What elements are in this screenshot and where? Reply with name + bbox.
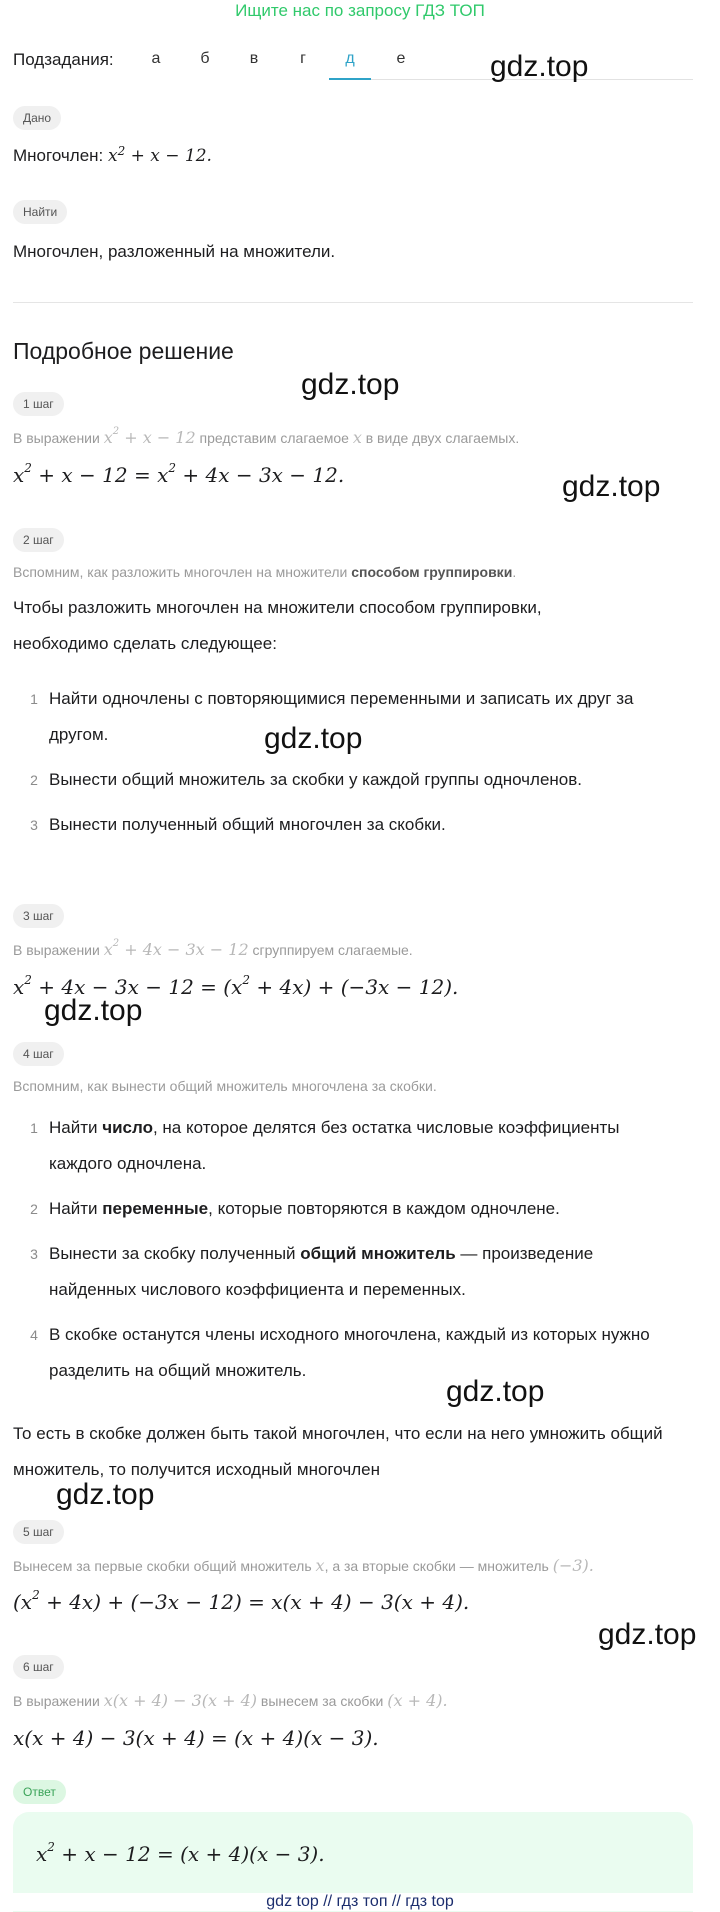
footer-links[interactable]: gdz top // гдз топ // гдз top: [0, 1893, 720, 1911]
step-4-list-number-2: 2: [30, 1201, 38, 1217]
watermark: gdz.top: [598, 1618, 697, 1651]
step-4-list-item-3: Вынести за скобку полученный общий множитель — произведение найденных числового коэффициента и переменных.: [49, 1244, 594, 1299]
subtasks-label: Подзадания:: [13, 50, 114, 69]
step-5-equation: $(x^2 + 4x) + (-3x - 12) = x(x + 4) - 3(x + 4)$.: [13, 1588, 470, 1614]
watermark: gdz.top: [490, 50, 589, 83]
given-text: Многочлен: $x^2 + x - 12$.: [13, 144, 212, 166]
watermark: gdz.top: [56, 1478, 155, 1511]
watermark: gdz.top: [44, 994, 143, 1027]
step-1-hint: В выражении $x^2 + x - 12$ представим слагаемое x в виде двух слагаемых.: [13, 426, 520, 447]
section-divider: [13, 302, 693, 303]
step-4-list-item-4: В скобке останутся члены исходного многочлена, каждый из которых нужно разделить на общий множитель.: [49, 1325, 650, 1380]
step-4-paragraph: То есть в скобке должен быть такой многочлен, что если на него умножить общий множитель, то получится исходный многочлен: [13, 1424, 663, 1479]
watermark: gdz.top: [562, 470, 661, 503]
watermark: gdz.top: [264, 722, 363, 755]
watermark: gdz.top: [446, 1375, 545, 1408]
find-pill: Найти: [13, 200, 67, 224]
step-3-pill: 3 шаг: [13, 904, 64, 928]
step-4-list-item-2: Найти переменные, которые повторяются в каждом одночлене.: [49, 1199, 560, 1218]
step-1-equation: $x^2 + x - 12 = x^2 + 4x - 3x - 12$.: [13, 461, 345, 487]
step-2-paragraph: Чтобы разложить многочлен на множители способом группировки, необходимо сделать следующее:: [13, 598, 542, 653]
step-2-list-number-3: 3: [30, 817, 38, 833]
tab-a[interactable]: а: [151, 50, 161, 67]
step-1-pill: 1 шаг: [13, 392, 64, 416]
step-2-list-item-1: Найти одночлены с повторяющимися переменными и записать их друг за другом.: [49, 689, 634, 744]
step-3-hint: В выражении $x^2 + 4x - 3x - 12$ сгруппируем слагаемые.: [13, 938, 413, 959]
step-4-list-number-1: 1: [30, 1120, 38, 1136]
step-4-list-number-3: 3: [30, 1246, 38, 1262]
tab-v[interactable]: в: [249, 50, 259, 67]
step-4-hint: Вспомним, как вынести общий множитель многочлена за скобки.: [13, 1078, 437, 1094]
step-2-list-item-2: Вынести общий множитель за скобки у каждой группы одночленов.: [49, 770, 583, 789]
find-text: Многочлен, разложенный на множители.: [13, 242, 336, 261]
step-2-list-number-2: 2: [30, 772, 38, 788]
step-4-pill: 4 шаг: [13, 1042, 64, 1066]
step-3-equation: $x^2 + 4x - 3x - 12 = (x^2 + 4x) + (-3x - 12)$.: [13, 973, 459, 999]
step-2-list-number-1: 1: [30, 691, 38, 707]
step-6-hint: В выражении x(x + 4) − 3(x + 4) вынесем за скобки (x + 4).: [13, 1691, 448, 1710]
step-2-list-item-3: Вынести полученный общий многочлен за скобки.: [49, 815, 446, 834]
tab-e[interactable]: е: [396, 50, 406, 67]
given-pill: Дано: [13, 106, 61, 130]
step-5-pill: 5 шаг: [13, 1520, 64, 1544]
solution-title: Подробное решение: [13, 338, 234, 364]
step-6-pill: 6 шаг: [13, 1655, 64, 1679]
tab-d-active[interactable]: д: [345, 50, 355, 67]
answer-equation: $x^2 + x - 12 = (x + 4)(x - 3)$.: [36, 1840, 325, 1866]
step-4-list-item-1: Найти число, на которое делятся без остатка числовые коэффициенты каждого одночлена.: [49, 1118, 620, 1173]
step-2-pill: 2 шаг: [13, 528, 64, 552]
top-banner: Ищите нас по запросу ГДЗ ТОП: [235, 1, 485, 20]
step-6-equation: x(x + 4) − 3(x + 4) = (x + 4)(x − 3).: [13, 1726, 379, 1750]
active-tab-indicator: [329, 78, 371, 80]
step-4-list-number-4: 4: [30, 1327, 38, 1343]
tab-g[interactable]: г: [300, 50, 306, 67]
watermark: gdz.top: [301, 368, 400, 401]
tab-b[interactable]: б: [200, 50, 210, 67]
step-5-hint: Вынесем за первые скобки общий множитель x, а за вторые скобки — множитель (−3).: [13, 1556, 594, 1575]
step-2-hint: Вспомним, как разложить многочлен на множители способом группировки.: [13, 564, 517, 580]
answer-pill: Ответ: [13, 1780, 66, 1804]
given-expression: $x^2 + x - 12$.: [107, 144, 212, 166]
